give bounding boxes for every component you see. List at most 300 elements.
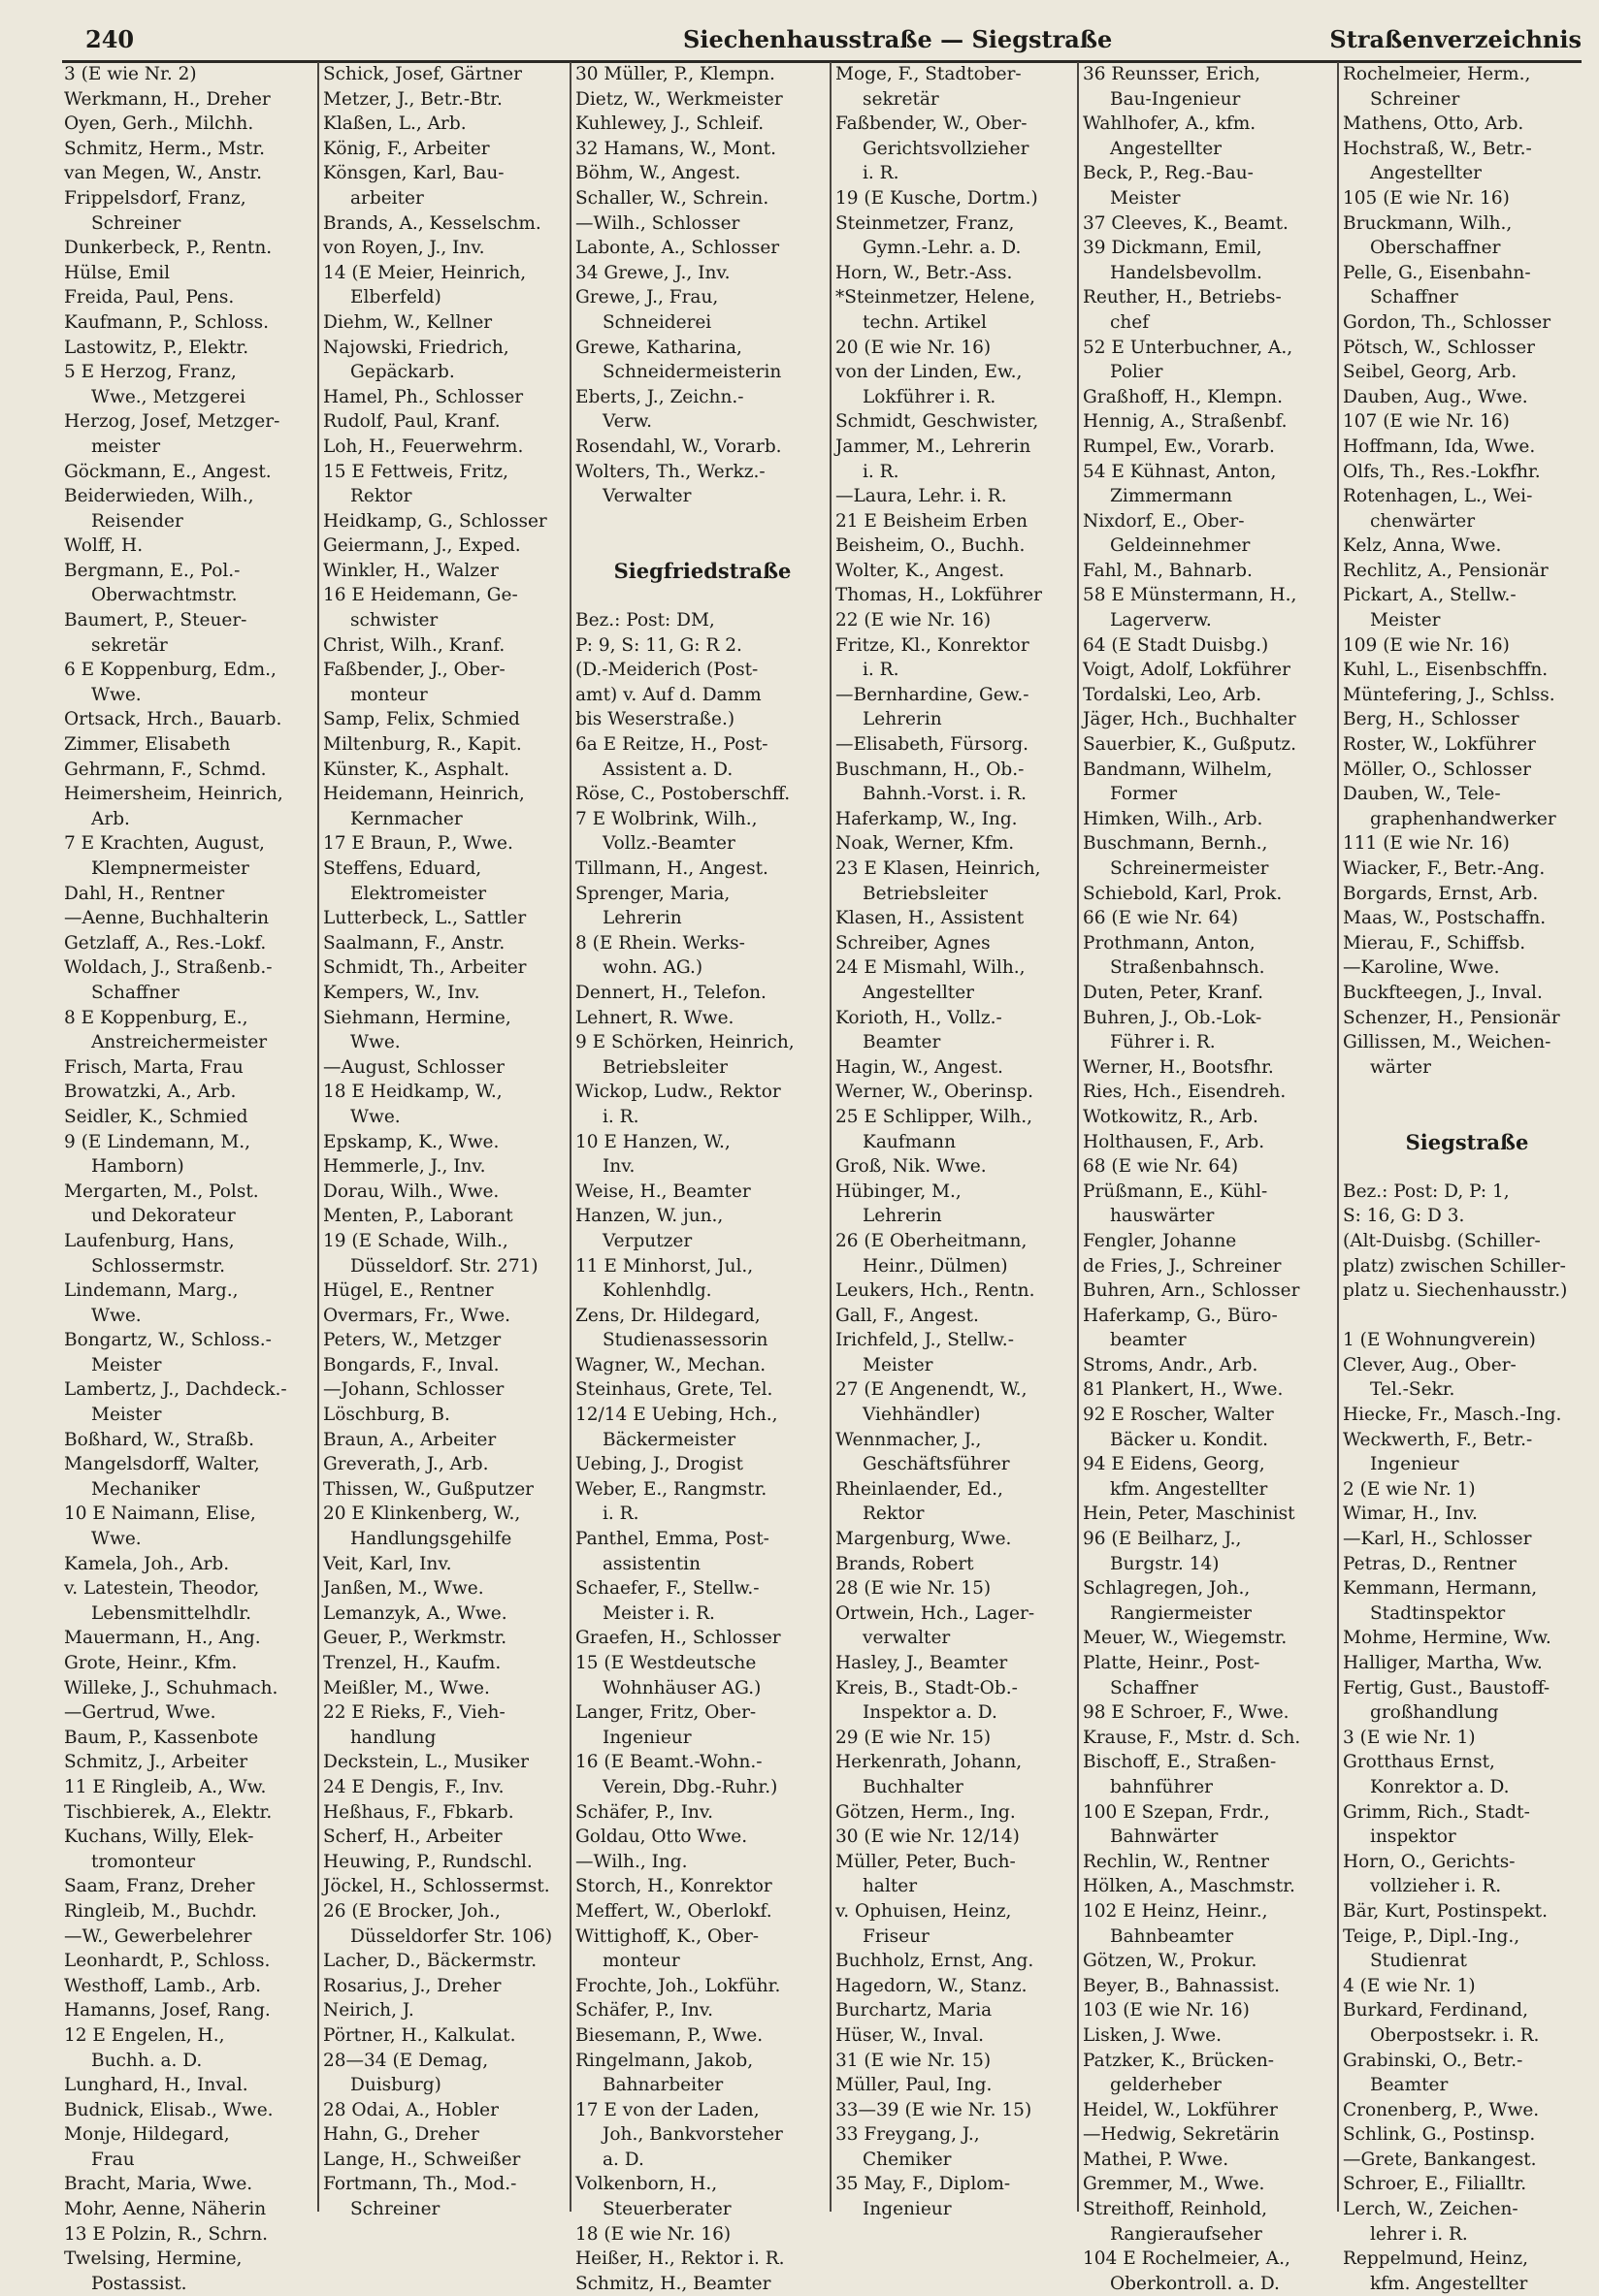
directory-entry-line: Rotenhagen, L., Wei- bbox=[1343, 486, 1533, 507]
directory-entry-line: Labonte, A., Schlosser bbox=[575, 238, 780, 259]
directory-entry-line: Rektor bbox=[863, 1504, 925, 1525]
directory-entry-line: 1 (E Wohnungverein) bbox=[1343, 1330, 1536, 1351]
directory-entry-line: Schick, Josef, Gärtner bbox=[323, 64, 522, 84]
directory-entry-line: Rangieraufseher bbox=[1110, 2223, 1262, 2245]
directory-entry-line: platz) zwischen Schiller- bbox=[1343, 1255, 1566, 1277]
directory-entry-line: großhandlung bbox=[1370, 1702, 1499, 1724]
directory-entry-line: arbeiter bbox=[350, 187, 424, 209]
directory-entry-line: Samp, Felix, Schmied bbox=[323, 709, 520, 730]
directory-entry-line: Zimmer, Elisabeth bbox=[64, 734, 231, 756]
directory-entry-line: Kaufmann, P., Schloss. bbox=[64, 311, 269, 333]
directory-entry-line: Schäfer, P., Inv. bbox=[575, 1801, 714, 1823]
directory-entry-line: 26 (E Brocker, Joh., bbox=[323, 1900, 501, 1922]
directory-entry-line: Ingenieur bbox=[603, 1727, 692, 1748]
directory-entry-line: Dunkerbeck, P., Rentn. bbox=[64, 238, 273, 259]
directory-entry-line: 10 E Hanzen, W., bbox=[575, 1131, 731, 1152]
directory-entry-line: 12/14 E Uebing, Hch., bbox=[575, 1405, 778, 1426]
directory-entry-line: van Megen, W., Anstr. bbox=[64, 163, 262, 184]
directory-entry-line: Werner, W., Oberinsp. bbox=[835, 1082, 1034, 1103]
directory-entry-line: 8 (E Rhein. Werks- bbox=[575, 932, 745, 954]
directory-entry-line: Overmars, Fr., Wwe. bbox=[323, 1305, 511, 1326]
directory-entry-line: Wwe., Metzgerei bbox=[91, 386, 246, 407]
directory-entry-line: Baumert, P., Steuer- bbox=[64, 610, 247, 631]
directory-entry-line: platz u. Siechenhausstr.) bbox=[1343, 1280, 1568, 1302]
directory-entry-line: Wickop, Ludw., Rektor bbox=[575, 1082, 781, 1103]
directory-entry-line: gelderheber bbox=[1110, 2075, 1222, 2096]
directory-entry-line: Rangiermeister bbox=[1110, 1602, 1252, 1624]
page-number: 240 bbox=[85, 25, 135, 53]
directory-entry-line: Saalmann, F., Anstr. bbox=[323, 932, 506, 954]
directory-entry-line: v. Latestein, Theodor, bbox=[64, 1578, 260, 1600]
directory-entry-line: Verputzer bbox=[603, 1230, 693, 1251]
directory-entry-line: Kreis, B., Stadt-Ob.- bbox=[835, 1677, 1018, 1698]
directory-entry-line: Verein, Dbg.-Ruhr.) bbox=[603, 1776, 778, 1797]
directory-entry-line: Konrektor a. D. bbox=[1370, 1776, 1510, 1797]
directory-entry-line: Pörtner, H., Kalkulat. bbox=[323, 2024, 516, 2046]
directory-entry-line: Oyen, Gerh., Milchh. bbox=[64, 113, 254, 135]
directory-entry-line: Wimar, H., Inv. bbox=[1343, 1504, 1478, 1525]
directory-entry-line: Studienrat bbox=[1370, 1951, 1467, 1972]
directory-entry-line: Gerichtsvollzieher bbox=[863, 138, 1029, 159]
directory-entry-line: Fritze, Kl., Konrektor bbox=[835, 634, 1029, 656]
directory-entry-line: Lagerverw. bbox=[1110, 610, 1212, 631]
directory-entry-line: Grote, Heinr., Kfm. bbox=[64, 1653, 238, 1673]
directory-entry-line: 18 E Heidkamp, W., bbox=[323, 1082, 503, 1103]
column-divider bbox=[830, 62, 832, 2212]
directory-entry-line: 19 (E Kusche, Dortm.) bbox=[835, 187, 1038, 209]
directory-entry-line: Westhoff, Lamb., Arb. bbox=[64, 1975, 261, 1996]
directory-entry-line: assistentin bbox=[603, 1553, 701, 1574]
directory-entry-line: Gillissen, M., Weichen- bbox=[1343, 1032, 1551, 1053]
directory-entry-line: 26 (E Oberheitmann, bbox=[835, 1230, 1028, 1251]
directory-entry-line: Wolter, K., Angest. bbox=[835, 560, 1005, 581]
directory-entry-line: Beamter bbox=[863, 1032, 941, 1053]
directory-entry-line: Klaßen, L., Arb. bbox=[323, 113, 467, 135]
directory-entry-line: und Dekorateur bbox=[91, 1206, 236, 1227]
column-divider bbox=[317, 62, 319, 2212]
directory-entry-line: 8 E Koppenburg, E., bbox=[64, 1007, 248, 1028]
directory-entry-line: chenwärter bbox=[1370, 510, 1476, 532]
directory-entry-line: Petras, D., Rentner bbox=[1343, 1553, 1517, 1574]
directory-entry-line: Epskamp, K., Wwe. bbox=[323, 1131, 500, 1152]
directory-entry-line: de Fries, J., Schreiner bbox=[1083, 1255, 1282, 1277]
directory-entry-line: Bahnbeamter bbox=[1110, 1925, 1234, 1947]
directory-entry-line: Thissen, W., Gußputzer bbox=[323, 1478, 534, 1500]
directory-entry-line: (Alt-Duisbg. (Schiller- bbox=[1343, 1230, 1541, 1251]
directory-entry-line: Hamborn) bbox=[91, 1156, 184, 1178]
directory-entry-line: 103 (E wie Nr. 16) bbox=[1083, 2000, 1250, 2021]
directory-entry-line: 27 (E Angenendt, W., bbox=[835, 1379, 1028, 1401]
directory-entry-line: Böhm, W., Angest. bbox=[575, 163, 741, 184]
directory-entry-line: 94 E Eidens, Georg, bbox=[1083, 1454, 1265, 1475]
directory-entry-line: Eberts, J., Zeichn.- bbox=[575, 386, 744, 407]
directory-entry-line: Wwe. bbox=[91, 684, 142, 705]
directory-entry-line: Mauermann, H., Ang. bbox=[64, 1628, 261, 1649]
directory-entry-line: Oberschaffner bbox=[1370, 238, 1501, 259]
directory-entry-line: 98 E Schroer, F., Wwe. bbox=[1083, 1702, 1289, 1724]
directory-entry-line: Bez.: Post: D, P: 1, bbox=[1343, 1180, 1510, 1202]
directory-entry-line: Ingenieur bbox=[863, 2199, 952, 2220]
directory-entry-line: Grewe, Katharina, bbox=[575, 337, 742, 358]
directory-entry-line: Wwe. bbox=[91, 1529, 142, 1550]
spacer bbox=[1343, 1080, 1591, 1105]
directory-entry-line: Hübinger, M., bbox=[835, 1180, 962, 1202]
directory-entry-line: 10 E Naimann, Elise, bbox=[64, 1504, 256, 1525]
directory-entry-line: Mathei, P. Wwe. bbox=[1083, 2149, 1229, 2170]
directory-entry-line: Leukers, Hch., Rentn. bbox=[835, 1280, 1035, 1302]
directory-entry-line: Reuther, H., Betriebs- bbox=[1083, 287, 1282, 308]
directory-entry-line: Winkler, H., Walzer bbox=[323, 560, 499, 581]
directory-entry-line: Wagner, W., Mechan. bbox=[575, 1354, 767, 1375]
directory-entry-line: —Aenne, Buchhalterin bbox=[64, 908, 270, 929]
directory-entry-line: 35 May, F., Diplom- bbox=[835, 2174, 1011, 2195]
directory-entry-line: Hanzen, W. jun., bbox=[575, 1206, 724, 1227]
directory-entry-line: 36 Reunsser, Erich, bbox=[1083, 64, 1261, 84]
directory-entry-line: Mathens, Otto, Arb. bbox=[1343, 113, 1524, 135]
directory-entry-line: Hüser, W., Inval. bbox=[835, 2024, 984, 2046]
directory-entry-line: Müller, Paul, Ing. bbox=[835, 2075, 993, 2096]
directory-entry-line: Rochelmeier, Herm., bbox=[1343, 64, 1531, 84]
directory-entry-line: Tordalski, Leo, Arb. bbox=[1083, 684, 1262, 705]
directory-entry-line: Jäger, Hch., Buchhalter bbox=[1083, 709, 1296, 730]
directory-entry-line: Werkmann, H., Dreher bbox=[64, 88, 271, 110]
directory-entry-line: Schiebold, Karl, Prok. bbox=[1083, 883, 1283, 904]
directory-entry-line: wärter bbox=[1370, 1056, 1431, 1078]
directory-entry-line: Klasen, H., Assistent bbox=[835, 908, 1025, 929]
directory-entry-line: Gall, F., Angest. bbox=[835, 1305, 979, 1326]
directory-entry-line: vollzieher i. R. bbox=[1370, 1876, 1502, 1897]
directory-entry-line: Buhren, Arn., Schlosser bbox=[1083, 1280, 1300, 1302]
directory-entry-line: Buchholz, Ernst, Ang. bbox=[835, 1951, 1034, 1972]
directory-entry-line: Zens, Dr. Hildegard, bbox=[575, 1305, 761, 1326]
directory-entry-line: Reisender bbox=[91, 510, 183, 532]
directory-entry-line: Lunghard, H., Inval. bbox=[64, 2075, 248, 2096]
directory-entry-line: Rektor bbox=[350, 486, 412, 507]
directory-entry-line: Lacher, D., Bäckermstr. bbox=[323, 1951, 538, 1972]
directory-entry-line: Duten, Peter, Kranf. bbox=[1083, 982, 1264, 1003]
directory-entry-line: Wahlhofer, A., kfm. bbox=[1083, 113, 1256, 135]
directory-entry-line: Polier bbox=[1110, 362, 1163, 383]
directory-entry-line: Mohr, Aenne, Näherin bbox=[64, 2199, 267, 2220]
directory-entry-line: bis Weserstraße.) bbox=[575, 709, 735, 730]
directory-entry-line: 30 Müller, P., Klempn. bbox=[575, 64, 775, 84]
directory-entry-line: kfm. Angestellter bbox=[1110, 1478, 1268, 1500]
directory-entry-line: —Karoline, Wwe. bbox=[1343, 957, 1500, 979]
directory-entry-line: Angestellter bbox=[1370, 163, 1483, 184]
directory-entry-line: Schaefer, F., Stellw.- bbox=[575, 1578, 760, 1600]
directory-entry-line: Schaffner bbox=[1370, 287, 1458, 308]
directory-entry-line: 24 E Dengis, F., Inv. bbox=[323, 1776, 505, 1797]
directory-entry-line: Schlossermstr. bbox=[91, 1255, 225, 1277]
directory-entry-line: Betriebsleiter bbox=[863, 883, 989, 904]
directory-entry-line: Buchhalter bbox=[863, 1776, 963, 1797]
directory-entry-line: Voigt, Adolf, Lokführer bbox=[1083, 660, 1290, 681]
directory-entry-line: 52 E Unterbuchner, A., bbox=[1083, 337, 1293, 358]
directory-entry-line: Grotthaus Ernst, bbox=[1343, 1752, 1495, 1773]
directory-entry-line: Noak, Werner, Kfm. bbox=[835, 833, 1015, 855]
directory-entry-line: Dietz, W., Werkmeister bbox=[575, 88, 783, 110]
directory-entry-line: 22 (E wie Nr. 16) bbox=[835, 610, 992, 631]
directory-entry-line: Reppelmund, Heinz, bbox=[1343, 2248, 1528, 2270]
directory-entry-line: Meister bbox=[91, 1405, 162, 1426]
directory-entry-line: 5 E Herzog, Franz, bbox=[64, 362, 237, 383]
directory-entry-line: Pickart, A., Stellw.- bbox=[1343, 585, 1517, 606]
directory-entry-line: hauswärter bbox=[1110, 1206, 1215, 1227]
directory-entry-line: Lehrerin bbox=[603, 908, 682, 929]
directory-entry-line: Heidkamp, G., Schlosser bbox=[323, 510, 547, 532]
directory-entry-line: Lebensmittelhdlr. bbox=[91, 1602, 251, 1624]
directory-entry-line: Löschburg, B. bbox=[323, 1405, 450, 1426]
directory-entry-line: Meißler, M., Wwe. bbox=[323, 1677, 490, 1698]
directory-entry-line: Faßbender, J., Ober- bbox=[323, 660, 506, 681]
directory-entry-line: Gordon, Th., Schlosser bbox=[1343, 311, 1551, 333]
directory-entry-line: Cronenberg, P., Wwe. bbox=[1343, 2099, 1540, 2120]
directory-entry-line: 21 E Beisheim Erben bbox=[835, 510, 1028, 532]
directory-entry-line: 102 E Heinz, Heinr., bbox=[1083, 1900, 1268, 1922]
directory-entry-line: Dennert, H., Telefon. bbox=[575, 982, 767, 1003]
directory-entry-line: Gepäckarb. bbox=[350, 362, 455, 383]
directory-entry-line: Diehm, W., Kellner bbox=[323, 311, 493, 333]
directory-entry-line: Buschmann, Bernh., bbox=[1083, 833, 1268, 855]
directory-entry-line: Irichfeld, J., Stellw.- bbox=[835, 1330, 1014, 1351]
directory-entry-line: —Elisabeth, Fürsorg. bbox=[835, 734, 1029, 756]
directory-entry-line: Kemmann, Hermann, bbox=[1343, 1578, 1538, 1600]
street-heading: Siegstraße bbox=[1405, 1129, 1529, 1154]
spacer bbox=[1343, 1154, 1591, 1180]
directory-entry-line: Scherf, H., Arbeiter bbox=[323, 1827, 503, 1848]
directory-entry-line: Krause, F., Mstr. d. Sch. bbox=[1083, 1727, 1301, 1748]
directory-entry-line: Stroms, Andr., Arb. bbox=[1083, 1354, 1258, 1375]
directory-entry-line: Hamel, Ph., Schlosser bbox=[323, 386, 524, 407]
directory-entry-line: Mechaniker bbox=[91, 1478, 201, 1500]
directory-entry-line: Sauerbier, K., Gußputz. bbox=[1083, 734, 1297, 756]
column-4 bbox=[835, 62, 1076, 2220]
directory-entry-line: techn. Artikel bbox=[863, 311, 987, 333]
column-3 bbox=[575, 62, 830, 2294]
directory-entry-line: Düsseldorf. Str. 271) bbox=[350, 1255, 538, 1277]
directory-entry-line: Pötsch, W., Schlosser bbox=[1343, 337, 1536, 358]
directory-entry-line: 28 (E wie Nr. 15) bbox=[835, 1578, 992, 1600]
directory-entry-line: Gymn.-Lehr. a. D. bbox=[863, 238, 1022, 259]
spacer bbox=[575, 534, 830, 559]
directory-entry-line: Beiderwieden, Wilh., bbox=[64, 486, 254, 507]
directory-entry-line: Beisheim, O., Buchh. bbox=[835, 535, 1026, 557]
directory-entry-line: Meister bbox=[1370, 610, 1441, 631]
directory-entry-line: 3 (E wie Nr. 2) bbox=[64, 64, 197, 84]
directory-entry-line: Teige, P., Dipl.-Ing., bbox=[1343, 1925, 1520, 1947]
directory-entry-line: Kamela, Joh., Arb. bbox=[64, 1553, 230, 1574]
directory-entry-line: Bahnarbeiter bbox=[603, 2075, 724, 2096]
directory-entry-line: Graßhoff, H., Klempn. bbox=[1083, 386, 1283, 407]
directory-entry-line: Schaller, W., Schrein. bbox=[575, 187, 769, 209]
directory-entry-line: Hochstraß, W., Betr.- bbox=[1343, 138, 1532, 159]
directory-entry-line: Hamanns, Josef, Rang. bbox=[64, 2000, 271, 2021]
directory-entry-line: Getzlaff, A., Res.-Lokf. bbox=[64, 932, 267, 954]
directory-entry-line: Prothmann, Anton, bbox=[1083, 932, 1256, 954]
directory-entry-line: Anstreichermeister bbox=[91, 1032, 268, 1053]
spacer bbox=[575, 583, 830, 608]
directory-entry-line: i. R. bbox=[863, 660, 899, 681]
directory-entry-line: Friseur bbox=[863, 1925, 930, 1947]
directory-entry-line: Kuhlewey, J., Schleif. bbox=[575, 113, 765, 135]
directory-entry-line: Panthel, Emma, Post- bbox=[575, 1529, 769, 1550]
directory-entry-line: Bau-Ingenieur bbox=[1110, 88, 1241, 110]
directory-entry-line: Bär, Kurt, Postinspekt. bbox=[1343, 1900, 1548, 1922]
directory-entry-line: Margenburg, Wwe. bbox=[835, 1529, 1012, 1550]
directory-entry-line: Schneidermeisterin bbox=[603, 362, 782, 383]
directory-entry-line: Patzker, K., Brücken- bbox=[1083, 2050, 1275, 2071]
directory-entry-line: 13 E Polzin, R., Schrn. bbox=[64, 2223, 269, 2245]
directory-entry-line: 33 Freygang, J., bbox=[835, 2124, 980, 2146]
directory-entry-line: Schaffner bbox=[91, 982, 179, 1003]
directory-entry-line: —Grete, Bankangest. bbox=[1343, 2149, 1537, 2170]
directory-entry-line: Bandmann, Wilhelm, bbox=[1083, 759, 1273, 780]
directory-entry-line: Wohnhäuser AG.) bbox=[603, 1677, 762, 1698]
directory-entry-line: Brands, Robert bbox=[835, 1553, 974, 1574]
directory-entry-line: Steuerberater bbox=[603, 2199, 732, 2220]
directory-entry-line: Arb. bbox=[91, 808, 130, 829]
directory-entry-line: Streithoff, Reinhold, bbox=[1083, 2199, 1267, 2220]
directory-entry-line: Müller, Peter, Buch- bbox=[835, 1851, 1016, 1872]
spacer bbox=[1343, 1105, 1591, 1130]
column-5 bbox=[1083, 62, 1337, 2294]
directory-entry-line: Weise, H., Beamter bbox=[575, 1180, 751, 1202]
directory-entry-line: 92 E Roscher, Walter bbox=[1083, 1405, 1274, 1426]
directory-entry-line: Schneiderei bbox=[603, 311, 712, 333]
directory-entry-line: Bäcker u. Kondit. bbox=[1110, 1429, 1268, 1450]
directory-entry-line: Mierau, F., Schiffsb. bbox=[1343, 932, 1526, 954]
directory-entry-line: Möller, O., Schlosser bbox=[1343, 759, 1531, 780]
directory-entry-line: Lange, H., Schweißer bbox=[323, 2149, 521, 2170]
directory-entry-line: Loh, H., Feuerwehrm. bbox=[323, 436, 524, 457]
directory-entry-line: 100 E Szepan, Frdr., bbox=[1083, 1801, 1270, 1823]
directory-entry-line: Schroer, E., Filialltr. bbox=[1343, 2174, 1527, 2195]
directory-entry-line: tromonteur bbox=[91, 1851, 196, 1872]
directory-entry-line: 22 E Rieks, F., Vieh- bbox=[323, 1702, 506, 1724]
directory-entry-line: Schreinermeister bbox=[1110, 858, 1269, 879]
directory-entry-line: Fertig, Gust., Baustoff- bbox=[1343, 1677, 1550, 1698]
directory-entry-line: Steffens, Eduard, bbox=[323, 858, 482, 879]
directory-entry-line: lehrer i. R. bbox=[1370, 2223, 1468, 2245]
directory-entry-line: Dauben, Aug., Wwe. bbox=[1343, 386, 1528, 407]
directory-entry-line: 105 (E wie Nr. 16) bbox=[1343, 187, 1510, 209]
directory-entry-line: Storch, H., Konrektor bbox=[575, 1876, 772, 1897]
directory-entry-line: Burkard, Ferdinand, bbox=[1343, 2000, 1528, 2021]
directory-entry-line: Budnick, Elisab., Wwe. bbox=[64, 2099, 274, 2120]
directory-entry-line: Twelsing, Hermine, bbox=[64, 2248, 243, 2270]
directory-entry-line: Lambertz, J., Dachdeck.- bbox=[64, 1379, 287, 1401]
directory-entry-line: Fengler, Johanne bbox=[1083, 1230, 1237, 1251]
directory-entry-line: Hasley, J., Beamter bbox=[835, 1653, 1008, 1673]
directory-entry-line: Wittighoff, K., Ober- bbox=[575, 1925, 760, 1947]
directory-entry-line: Rosendahl, W., Vorarb. bbox=[575, 436, 782, 457]
directory-entry-line: 19 (E Schade, Wilh., bbox=[323, 1230, 508, 1251]
directory-entry-line: Kuchans, Willy, Elek- bbox=[64, 1827, 254, 1848]
directory-entry-line: Lastowitz, P., Elektr. bbox=[64, 337, 249, 358]
directory-entry-line: Bergmann, E., Pol.- bbox=[64, 560, 241, 581]
directory-entry-line: 111 (E wie Nr. 16) bbox=[1343, 833, 1510, 855]
directory-entry-line: 25 E Schlipper, Wilh., bbox=[835, 1106, 1032, 1127]
directory-entry-line: Seidler, K., Schmied bbox=[64, 1106, 248, 1127]
directory-entry-line: Frippelsdorf, Franz, bbox=[64, 187, 246, 209]
directory-entry-line: Lemanzyk, A., Wwe. bbox=[323, 1602, 507, 1624]
directory-entry-line: 32 Hamans, W., Mont. bbox=[575, 138, 777, 159]
directory-entry-line: Browatzki, A., Arb. bbox=[64, 1082, 237, 1103]
directory-entry-line: Bischoff, E., Straßen- bbox=[1083, 1752, 1277, 1773]
directory-entry-line: 28—34 (E Demag, bbox=[323, 2050, 489, 2071]
directory-entry-line: 18 (E wie Nr. 16) bbox=[575, 2223, 732, 2245]
column-divider bbox=[1337, 62, 1339, 2212]
directory-entry-line: monteur bbox=[603, 1951, 680, 1972]
directory-entry-line: Tischbierek, A., Elektr. bbox=[64, 1801, 273, 1823]
directory-entry-line: 24 E Mismahl, Wilh., bbox=[835, 957, 1026, 979]
directory-entry-line: sekretär bbox=[91, 634, 168, 656]
directory-entry-line: Haferkamp, G., Büro- bbox=[1083, 1305, 1278, 1326]
page-title: Siechenhausstraße — Siegstraße bbox=[683, 25, 1113, 53]
directory-entry-line: Jöckel, H., Schlossermst. bbox=[323, 1876, 550, 1897]
directory-entry-line: Hahn, G., Dreher bbox=[323, 2124, 479, 2146]
directory-entry-line: Berg, H., Schlosser bbox=[1343, 709, 1519, 730]
column-divider bbox=[1077, 62, 1079, 2212]
directory-entry-line: 4 (E wie Nr. 1) bbox=[1343, 1975, 1476, 1996]
directory-entry-line: Schlagregen, Joh., bbox=[1083, 1578, 1251, 1600]
directory-entry-line: Lindemann, Marg., bbox=[64, 1280, 239, 1302]
directory-entry-line: Klempnermeister bbox=[91, 858, 249, 879]
directory-entry-line: König, F., Arbeiter bbox=[323, 138, 490, 159]
directory-entry-line: Moge, F., Stadtober- bbox=[835, 64, 1022, 84]
directory-entry-line: Woldach, J., Straßenb.- bbox=[64, 957, 273, 979]
directory-entry-line: Tel.-Sekr. bbox=[1370, 1379, 1455, 1401]
directory-entry-line: Groß, Nik. Wwe. bbox=[835, 1156, 987, 1178]
directory-entry-line: Wotkowitz, R., Arb. bbox=[1083, 1106, 1258, 1127]
directory-entry-line: 109 (E wie Nr. 16) bbox=[1343, 634, 1510, 656]
directory-entry-line: Najowski, Friedrich, bbox=[323, 337, 509, 358]
directory-entry-line: Meister bbox=[91, 1354, 162, 1375]
directory-entry-line: Angestellter bbox=[863, 982, 975, 1003]
directory-entry-line: i. R. bbox=[863, 461, 899, 482]
directory-entry-line: handlung bbox=[350, 1727, 437, 1748]
directory-entry-line: Verw. bbox=[603, 411, 652, 433]
directory-entry-line: 16 E Heidemann, Ge- bbox=[323, 585, 518, 606]
directory-entry-line: von Royen, J., Inv. bbox=[323, 238, 485, 259]
directory-entry-line: Bongards, F., Inval. bbox=[323, 1354, 500, 1375]
directory-entry-line: Steinmetzer, Franz, bbox=[835, 212, 1015, 234]
directory-entry-line: —Bernhardine, Gew.- bbox=[835, 684, 1029, 705]
directory-entry-line: Ringelmann, Jakob, bbox=[575, 2050, 754, 2071]
directory-entry-line: Heinr., Dülmen) bbox=[863, 1255, 1008, 1277]
directory-entry-line: Geldeinnehmer bbox=[1110, 535, 1251, 557]
directory-entry-line: graphenhandwerker bbox=[1370, 808, 1556, 829]
directory-entry-line: 11 E Ringleib, A., Ww. bbox=[64, 1776, 267, 1797]
directory-entry-line: Seibel, Georg, Arb. bbox=[1343, 362, 1517, 383]
directory-entry-line: Baum, P., Kassenbote bbox=[64, 1727, 259, 1748]
directory-entry-line: Himken, Wilh., Arb. bbox=[1083, 808, 1263, 829]
directory-entry-line: Schreiner bbox=[1370, 88, 1460, 110]
directory-entry-line: Rudolf, Paul, Kranf. bbox=[323, 411, 501, 433]
directory-entry-line: 17 E von der Laden, bbox=[575, 2099, 760, 2120]
directory-entry-line: Schreiner bbox=[91, 212, 181, 234]
directory-entry-line: von der Linden, Ew., bbox=[835, 362, 1023, 383]
directory-entry-line: Göckmann, E., Angest. bbox=[64, 461, 272, 482]
directory-entry-line: Rheinlaender, Ed., bbox=[835, 1478, 1003, 1500]
directory-entry-line: Ingenieur bbox=[1370, 1454, 1459, 1475]
directory-entry-line: Frau bbox=[91, 2149, 135, 2170]
directory-entry-line: Menten, P., Laborant bbox=[323, 1206, 513, 1227]
directory-entry-line: Schreiber, Agnes bbox=[835, 932, 991, 954]
directory-entry-line: Sprenger, Maria, bbox=[575, 883, 731, 904]
directory-entry-line: Herkenrath, Johann, bbox=[835, 1752, 1023, 1773]
directory-entry-line: 2 (E wie Nr. 1) bbox=[1343, 1478, 1476, 1500]
